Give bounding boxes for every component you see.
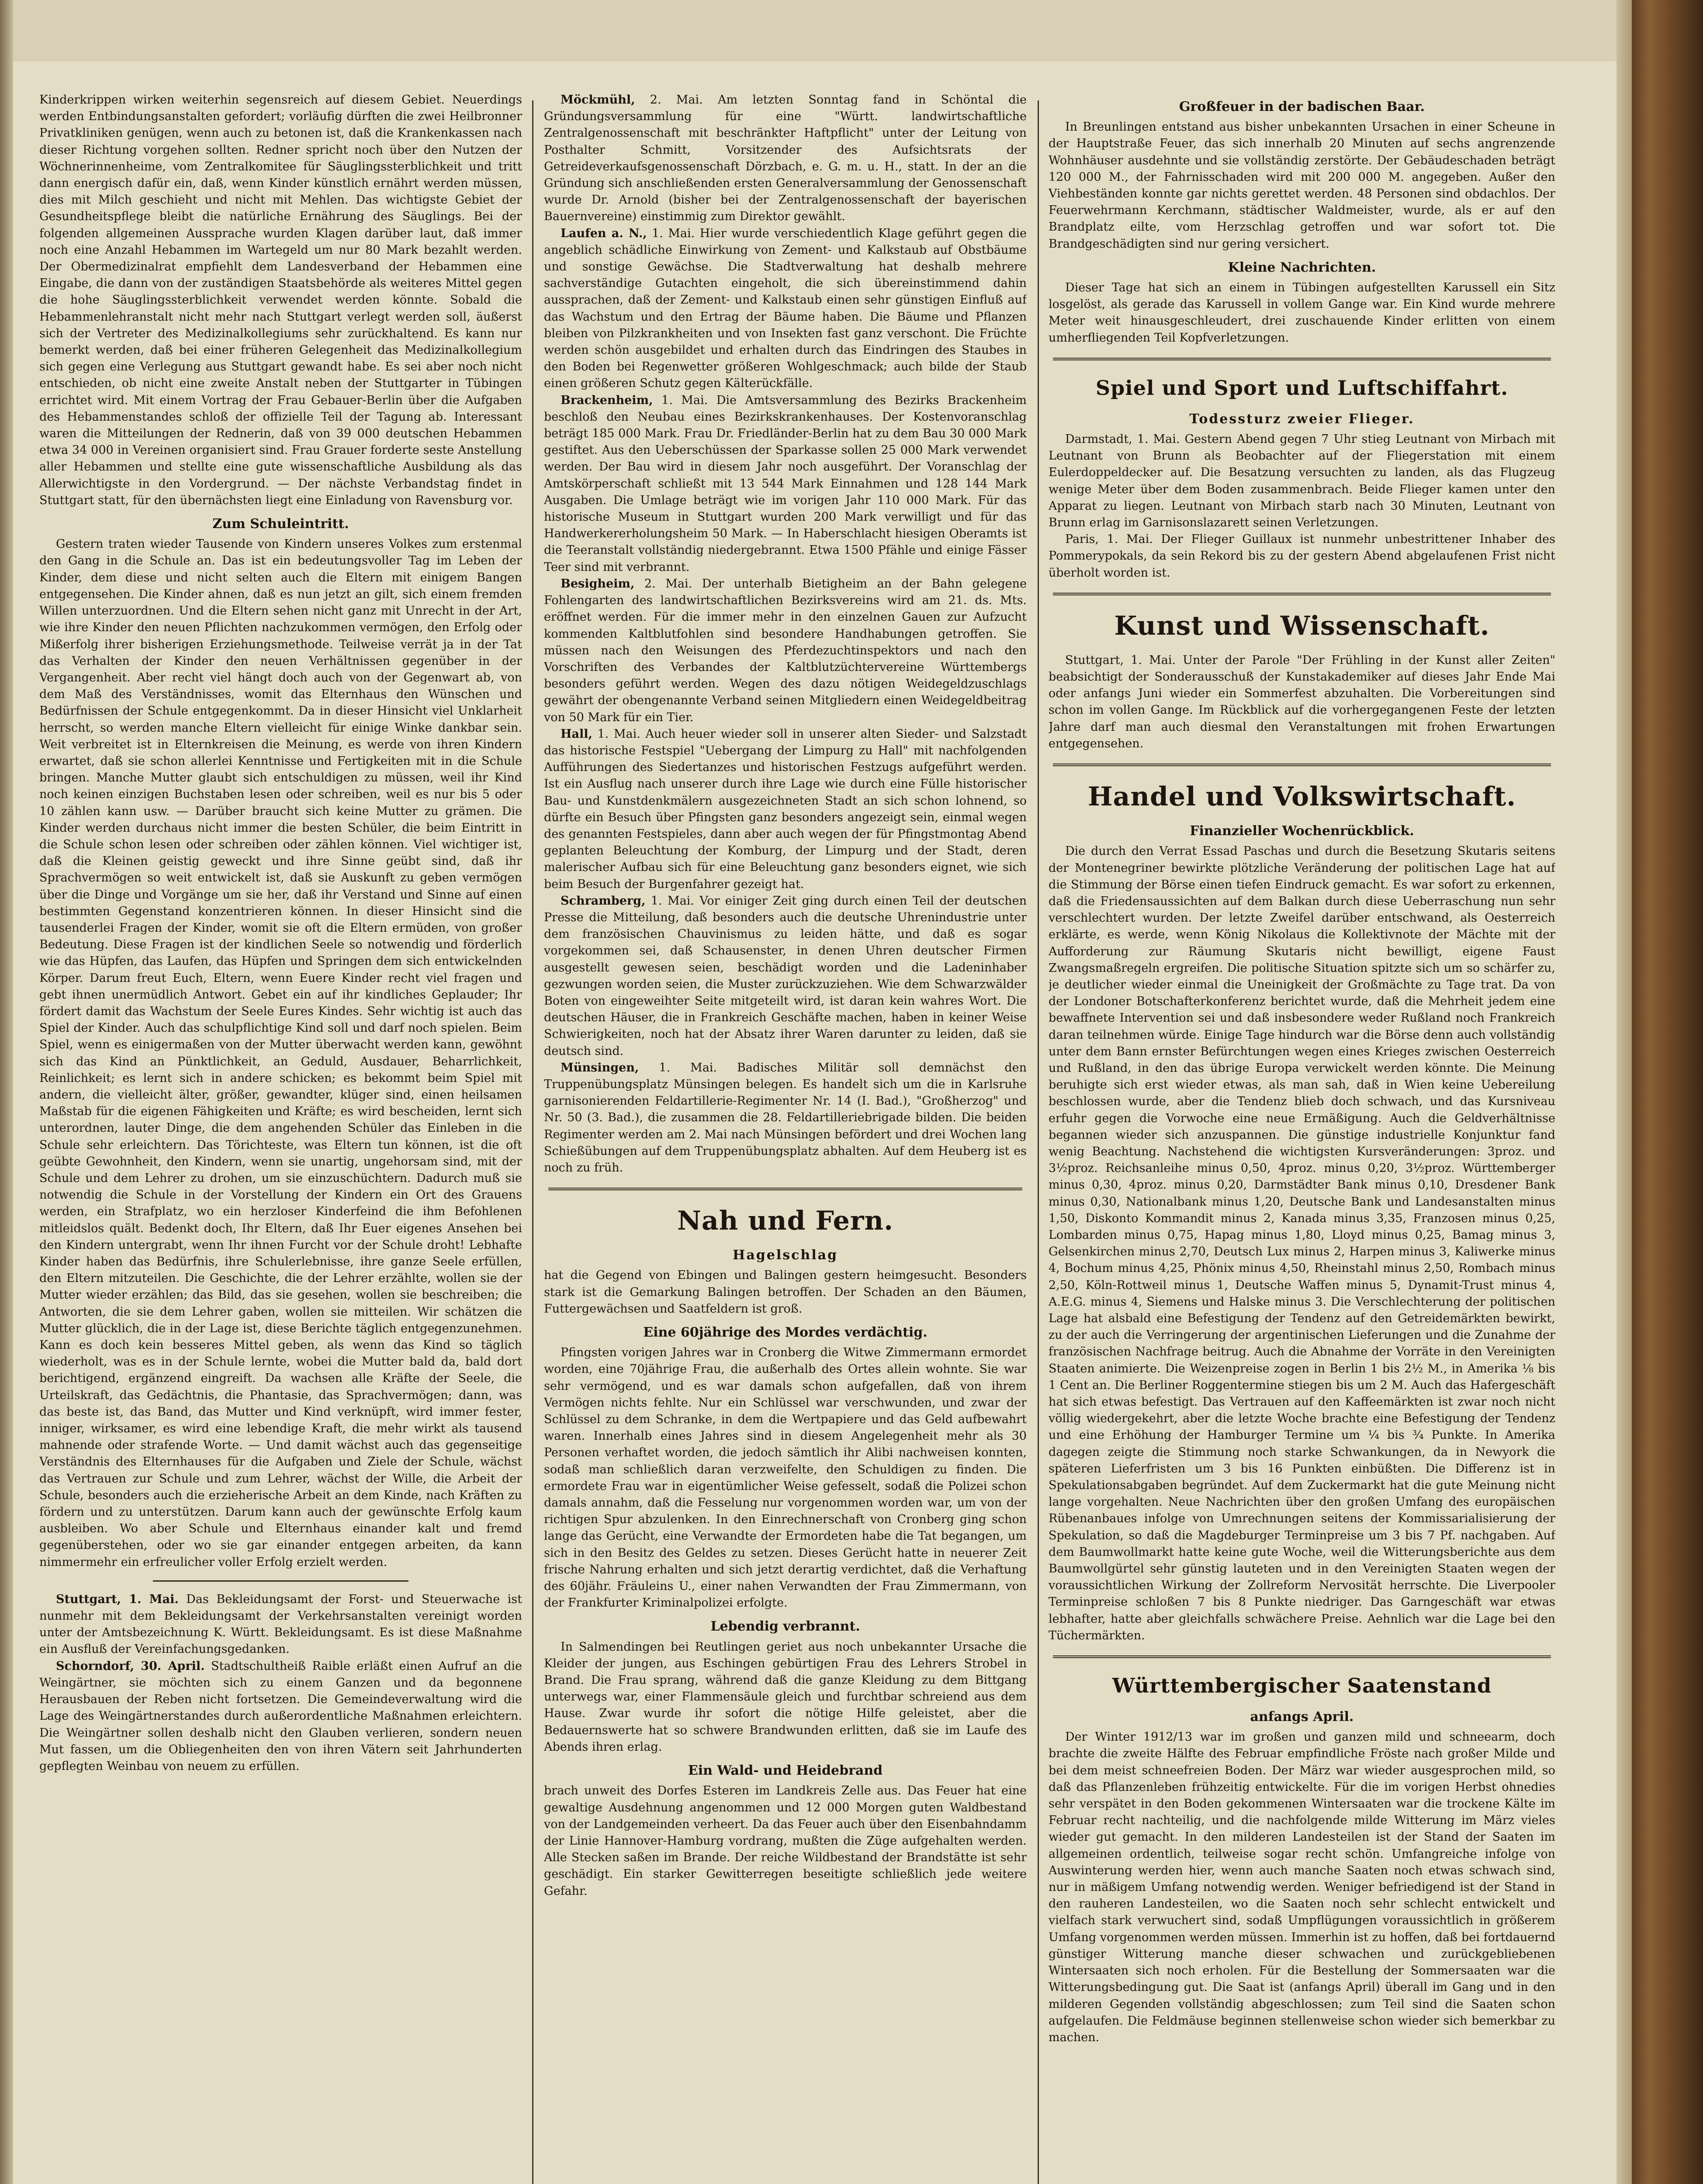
divider <box>1053 764 1551 766</box>
article-text: Gestern traten wieder Tausende von Kindern unseres Volkes zum erstenmal den Gang in die Schule an. Das ist ein bedeutungsvoller Tag im Leben der Kinder, dem diese und nicht selten auch die Eltern mit einigem Bangen entgegensehen. Die Kinder ahnen, daß es nun jetzt an gilt, sich einem fremden Willen unterzuordnen. Und die Eltern sehen nicht ganz mit Unrecht in der Art, wie ihre Kinder den neuen Pflichten nachzukommen vermögen, den Erfolg oder Mißerfolg ihrer bisherigen Erziehungsmethode. Teilweise verrät ja in der Tat das Verhalten der Kinder den neuen Verhältnissen gegenüber in der Vergangenheit. Aber recht viel hängt doch auch von der Gegenwart ab, von dem Maß des Verständnisses, womit das Elternhaus den Wünschen und Bedürfnissen der Schule entgegenkommt. Da in dieser Hinsicht viel Unklarheit herrscht, so werden manche Eltern vielleicht für einige Winke dankbar sein. Weit verbreitet ist in Elternkreisen die Meinung, es werde von ihren Kindern erwartet, daß sie schon allerlei Kenntnisse und Fertigkeiten mit in die Schule bringen. Manche Mutter glaubt sich entschuldigen zu müssen, weil ihr Kind noch keinen einzigen Buchstaben lesen oder schreiben, weil es nur bis 5 oder 10 zählen kann usw. — Darüber braucht sich keine Mutter zu grämen. Die Kinder werden durchaus nicht immer die besten Schüler, die beim Eintritt in die Schule schon lesen oder schreiben oder zählen können. Viel wichtiger ist, daß die Kleinen geistig geweckt und ihre Sinne geübt sind, daß ihr Sprachvermögen so weit entwickelt ist, daß sie Auskunft zu geben vermögen über die Dinge und Vorgänge um sie her, daß ihr Verstand und Sinne auf einen bestimmten Gegenstand konzentrieren können. In dieser Hinsicht sind die tausenderlei Fragen der Kinder, womit sie oft die Eltern ermüden, von großer Bedeutung. Diese Fragen ist der kindlichen Seele so notwendig und förderlich wie das Hüpfen, das Laufen, das Hüpfen und Springen dem sich entwickelnden Körper. Darum freut Euch, Eltern, wenn Euere Kinder recht viel fragen und gebt ihnen unermüdlich Antwort. Gebet ein auf ihr kindliches Geplauder; Ihr fördert damit das Wachstum der Seele Eures Kindes. Sehr wichtig ist auch das Spiel der Kinder. Auch das schulpflichtige Kind soll und darf noch spielen. Beim Spiel, wenn es einigermaßen von der Mutter überwacht werden kann, gewöhnt sich das Kind an Pünktlichkeit, an Geduld, Ausdauer, Beharrlichkeit, Reinlichkeit; es lernt sich in andere schicken; es bekommt beim Spiel mit andern, die vielleicht älter, größer, gewandter, klüger sind, einen heilsamen Maßstab für die eigenen Fähigkeiten und Kräfte; es wird bescheiden, lernt sich unterordnen, lauter Dinge, die dem angehenden Schüler das Einleben in die Schule sehr erleichtern. Das Törichteste, was Eltern tun können, ist die oft geübte Gewohnheit, den Kindern, wenn sie unartig, ungehorsam sind, mit der Schule und dem Lehrer zu drohen, um sie einzuschüchtern. Dadurch muß sie notwendig die Schule in der Vorstellung der Kindern ein Ort des Grauens werden, ein Strafplatz, wo ein herzloser Kinderfeind die ihm Befohlenen mitleidslos quält. Bedenkt doch, Ihr Eltern, daß Ihr Euer eigenes Ansehen bei den Kindern untergrabt, wenn Ihr ihnen Furcht vor der Schule droht! Lebhafte Kinder haben das Bedürfnis, ihre Schulerlebnisse, ihre ganze Seele erfüllen, den Eltern mitzuteilen. Die Geschichte, die der Lehrer erzählte, wollen sie der Mutter wieder erzählen; das Bild, das sie gesehen, wollen sie beschreiben; die Antworten, die sie dem Lehrer gaben, wollen sie mitteilen. Wir schätzen die Mutter glücklich, die in der Lage ist, diese Berichte täglich entgegenzunehmen. Kann es doch kein besseres Mittel geben, als wenn das Kind so täglich wiederholt, was es in der Schule lernte, wobei die Mutter bald da, bald dort berichtigend, ergänzend eingreift. Da wachsen alle Kräfte der Seele, die Urteilskraft, das Gedächtnis, die Phantasie, das Sprachvermögen; dann, was das beste ist, das Band, das Mutter und Kind verknüpft, wird immer fester, inniger, wirksamer, es wird eine lebendige Kraft, die mehr wirkt als tausend mahnende oder strafende Worte. — Und damit wächst auch das gegenseitige Verständnis des Elternhauses für die Aufgaben und Ziele der Schule, wächst das Vertrauen zur Schule und zum Lehrer, wächst der Wille, die Arbeit der Schule, besonders auch die erzieherische Arbeit an dem Kinde, nach Kräften zu fördern und zu unterstützen. Darum kann auch der gewünschte Erfolg kaum ausbleiben. Wo aber Schule und Elternhaus einander kalt und fremd gegenüberstehen, oder wo sie gar einander entgegen arbeiten, da kann nimmermehr ein erfreulicher voller Erfolg erzielt werden. <box>39 537 522 1569</box>
section-title: Württembergischer Saatenstand <box>1112 1674 1492 1698</box>
section-title: Kunst und Wissenschaft. <box>1114 610 1490 641</box>
article-text: Dieser Tage hat sich an einem in Tübingen aufgestellten Karussell ein Sitz losgelöst, als gerade das Karussell in vollem Gange war. Ein Kind wurde mehrere Meter weit hinausgeschleudert, drei zuschauende Kinder erlitten von einem umherfliegenden Teil Kopfverletzungen. <box>1049 281 1555 345</box>
article-text: Stadtschultheiß Raible erläßt einen Aufruf an die Weingärtner, sie möchten sich zu einem Ganzen und da begonnene Herausbauen der Reben nicht fortsetzen. Die Gemeindeverwaltung wird die Lage des Weingärtnerstandes durch außerordentliche Maßnahmen erleichtern. Die Weingärtner sollen deshalb nicht den Glauben verlieren, sondern neuen Mut fassen, um die Obliegenheiten den von ihren Vätern seit Jahrhunderten gepflegten Weinbau von neuem zu erfüllen. <box>39 1659 522 1773</box>
section-title: Spiel und Sport und Luftschiffahrt. <box>1095 376 1509 400</box>
article-heading: Lebendig verbrannt. <box>710 1619 860 1635</box>
dateline: Laufen a. N., <box>561 226 647 240</box>
dateline: Möckmühl, <box>561 93 635 107</box>
article-text: Die durch den Verrat Essad Paschas und durch die Besetzung Skutaris seitens der Montenegriner bewirkte plötzliche Veränderung der politischen Lage hat auf die Stimmung der Börse einen tiefen Eindruck gemacht. Es war sofort zu erkennen, daß die Friedensaussichten auf dem Balkan durch diese Ueberraschung nun sehr verschlechtert wurden. Der letzte Zweifel darüber entschwand, als Oesterreich erklärte, es werde, wenn König Nikolaus die Kollektivnote der Mächte mit der Aufforderung zur Räumung Skutaris nicht bewilligt, eigene Faust Zwangsmaßregeln ergreifen. Die politische Situation spitzte sich um so schärfer zu, je deutlicher wieder einmal die Uneinigkeit der Großmächte zu Tage trat. Da von der Londoner Botschafterkonferenz berichtet wurde, daß die Mehrheit jedem eine bewaffnete Intervention sei und daß insbesondere weder Rußland noch Frankreich daran teilnehmen würde. Einige Tage hindurch war die Börse denn auch vollständig unter dem Bann ernster Befürchtungen wegen eines Krieges zwischen Oesterreich und Rußland, in den das übrige Europa verwickelt werden könnte. Die Meinung beruhigte sich erst wieder etwas, als man sah, daß in Wien keine Uebereilung beschlossen wurde, aber die Tendenz blieb doch schwach, und das Kursniveau erfuhr gegen die Vorwoche eine neue Ermäßigung. Auch die Geldverhältnisse begannen wieder sich anzuspannen. Die günstige industrielle Konjunktur fand wenig Beachtung. Nachstehend die wichtigsten Kursveränderungen: 3proz. und 3½proz. Reichsanleihe minus 0,50, 4proz. minus 0,20, 3½proz. Württemberger minus 0,30, 4proz. minus 0,20, Darmstädter Bank minus 0,10, Dresdener Bank minus 0,30, Nationalbank minus 1,20, Deutsche Bank und Landesanstalten minus 1,50, Diskonto Kommandit minus 2, Kanada minus 3,35, Franzosen minus 0,25, Lombarden minus 0,75, Hapag minus 1,80, Lloyd minus 0,25, Bamag minus 3, Gelsenkirchen minus 2,70, Deutsch Lux minus 2, Harpen minus 3, Kaliwerke minus 4, Bochum minus 4,25, Phönix minus 4,50, Rheinstahl minus 2,50, Rombach minus 2,50, Köln-Rottweil minus 1, Deutsche Waffen minus 5, Dynamit-Trust minus 4, A.E.G. minus 4, Siemens und Halske minus 3. Die Verschlechterung der politischen Lage hat alsbald eine Befestigung der Tendenz auf den Getreidemärkten bewirkt, zu der auch die Verringerung der argentinischen Lieferungen und die Zunahme der französischen Nachfrage beitrug. Auch die Abnahme der Vorräte in den Vereinigten Staaten animierte. Die Weizenpreise zogen in Berlin 1 bis 2½ M., in Amerika ⅛ bis 1 Cent an. Die Berliner Roggentermine stiegen bis um 2 M. Auch das Hafergeschäft hat sich etwas befestigt. Das Vertrauen auf den Kaffeemärkten ist zwar noch nicht völlig wiedergekehrt, aber die letzte Woche brachte eine Befestigung der Tendenz und eine Erhöhung der Hamburger Termine um ¼ bis ¾ Punkte. In Amerika dagegen zeigte die Stimmung noch starke Schwankungen, da in Newyork die späteren Lieferfristen um 3 bis 16 Punkten einbüßten. Die Differenz ist in Spekulationsabgaben begründet. Auf dem Zuckermarkt hat die gute Meinung nicht lange vorgehalten. Neue Nachrichten über den großen Umfang des europäischen Rübenanbaues infolge von Umrechnungen seitens der Kommissarialisierung der Spekulation, so daß die Magdeburger Terminpreise um 3 bis 7 Pf. nachgaben. Auf dem Baumwollmarkt hatte keine gute Woche, weil die Witterungsberichte aus dem Baumwollgürtel sehr günstig lauteten und in den Vereinigten Staaten wegen der voraussichtlichen Wirkung der Zollreform Nervosität herrschte. Die Liverpooler Terminpreise schloßen 7 bis 8 Punkte niedriger. Das Garngeschäft war etwas lebhafter, hatte aber gleichfalls schwächere Preise. Aehnlich war die Lage bei den Tüchermärkten. <box>1049 844 1555 1642</box>
dateline: Hall, <box>561 727 592 741</box>
dateline: Stuttgart, 1. Mai. <box>56 1592 179 1606</box>
article-heading: Hagelschlag <box>732 1248 838 1263</box>
article-text: 1. Mai. Vor einiger Zeit ging durch einen Teil der deutschen Presse die Mitteilung, daß besonders auch die deutsche Uhrenindustrie unter dem französischen Chauvinismus zu leiden hätte, und daß es sogar vorgekommen sei, daß Schausenster, in denen Uhren deutscher Firmen ausgestellt gewesen seien, beschädigt worden und die Ladeninhaber gezwungen worden seien, die Muster zurückzuziehen. Wie dem Schwarzwälder Boten von eingeweihter Seite mitgeteilt wird, ist daran kein wahres Wort. Die deutschen Häuser, die in Frankreich Geschäfte machen, haben in keiner Weise Schwierigkeiten, noch hat der Absatz ihrer Waren darunter zu leiden, daß sie deutsch sind. <box>544 894 1027 1058</box>
column-1 <box>39 92 522 1775</box>
column-rule <box>532 100 533 2184</box>
article-text: 1. Mai. Hier wurde verschiedentlich Klage geführt gegen die angeblich schädliche Einwirkung von Zement- und Kalkstaub auf Obstbäume und sonstige Gewächse. Die Stadtverwaltung hat deshalb mehrere sachverständige Gutachten eingeholt, die sich übereinstimmend dahin aussprachen, daß der Zement- und Kalkstaub einen sehr günstigen Einfluß auf das Wachstum und den Ertrag der Bäume haben. Die Bäume und Pflanzen bleiben von Pilzkrankheiten und von Insekten fast ganz verschont. Die Früchte werden schön ausgebildet und erhalten durch das Eindringen des Staubes in den Boden bei Regenwetter größeren Wohlgeschmack; auch bilde der Staub einen größeren Schutz gegen Kälterückfälle. <box>544 226 1027 390</box>
article-heading: Finanzieller Wochenrückblick. <box>1190 823 1414 839</box>
book-spine <box>1632 0 1703 2184</box>
divider <box>1053 593 1551 595</box>
newspaper-page <box>13 61 1616 2184</box>
article-subheading: anfangs April. <box>1250 1709 1354 1725</box>
article-text: In Salmendingen bei Reutlingen geriet aus noch unbekannter Ursache die Kleider der jungen, aus Eschingen gebürtigen Frau des Lehrers Strobel in Brand. Die Frau sprang, während daß die ganze Kleidung zu dem Bittgang unterwegs war, einer Flammensäule gleich und furchtbar schreiend aus dem Hause. Zwar wurde ihr sofort die nötige Hilfe geleistet, aber die Bedauernswerte hat so schwere Brandwunden erlitten, daß sie im Laufe des Abends ihren erlag. <box>544 1640 1027 1754</box>
left-page-edge <box>0 0 13 2184</box>
section-title: Nah und Fern. <box>677 1206 893 1237</box>
divider <box>1053 1655 1551 1658</box>
article-text: 2. Mai. Der unterhalb Bietigheim an der Bahn gelegene Fohlengarten des landwirtschaftlichen Bezirksvereins wird am 21. ds. Mts. eröffnet werden. Für die immer mehr in den einzelnen Gauen zur Aufzucht kommenden Kaltblutfohlen sind besondere Handhabungen getroffen. Sie müssen nach den Weisungen des Pferdezuchtinspektors und nach den Vorschriften des Verbandes der Kaltblutzüchtervereine Württembergs besonders geführt werden. Wegen des dazu nötigen Weidegeldzuschlags gewährt der obengenannte Verband seinen Mitgliedern einen Weidegeldbeitrag von 50 Mark für ein Tier. <box>544 577 1027 724</box>
article-text: 1. Mai. Auch heuer wieder soll in unserer alten Sieder- und Salzstadt das historische Festspiel "Uebergang der Limpurg zu Hall" mit nachfolgenden Aufführungen des Siedertanzes und historischen Festzugs aufgeführt werden. Ist ein Ausflug nach unserer durch ihre Lage wie durch eine Fülle historischer Bau- und Kunstdenkmälern ausgezeichneten Stadt an sich schon lohnend, so dürfte ein Besuch über Pfingsten ganz besonders angezeigt sein, einmal wegen des genannten Festspieles, dann aber auch wegen der für Pfingstmontag Abend geplanten Beleuchtung der Komburg, der Limpurg und der Stadt, deren malerischer Aufbau sich für eine Beleuchtung ganz besonders eignet, wie sich beim Besuch der Burgenfahrer gezeigt hat. <box>544 727 1027 891</box>
section-title: Handel und Volkswirtschaft. <box>1087 781 1516 812</box>
column-3 <box>1049 92 1555 2046</box>
article-heading: Kleine Nachrichten. <box>1228 259 1376 275</box>
divider <box>153 1580 408 1582</box>
article-heading: Todessturz zweier Flieger. <box>1189 411 1415 427</box>
divider <box>548 1188 1022 1190</box>
article-text: Der Winter 1912/13 war im großen und ganzen mild und schneearm, doch brachte die zweite Hälfte des Februar empfindliche Fröste nach großer Milde und bei dem meist schneefreien Boden. Der März war wieder ausgesprochen mild, so daß das Pflanzenleben frühzeitig entwickelte. Für die im vorigen Herbst ohnedies sehr verspätet in den Boden gekommenen Wintersaaten war die trockene Kälte im Februar recht nachteilig, und die nachfolgende milde Witterung im März vieles wieder gut gemacht. In den milderen Landesteilen ist der Stand der Saaten im allgemeinen ordentlich, teilweise sogar recht schön. Umfangreiche infolge von Auswinterung werden hier, wenn auch manche Saaten noch etwas schwach sind, nur in mäßigem Umfang notwendig werden. Weniger befriedigend ist der Stand in den rauheren Landesteilen, wo die Saaten noch sehr schlecht entwickelt und vielfach stark verwuchert sind, sodaß Umpflügungen voraussichtlich in größerem Umfang vorgenommen werden müssen. Immerhin ist zu hoffen, daß bei fortdauernd günstiger Witterung manche dieser schwachen und zurückgebliebenen Wintersaaten sich noch erholen. Für die Bestellung der Sommersaaten war die Witterungsbedingung gut. Die Saat ist (anfangs April) überall im Gang und in den milderen Gegenden vollständig abgeschlossen; zum Teil sind die Saaten schon aufgelaufen. Die Feldmäuse beginnen stellenweise schon wieder sich bemerkbar zu machen. <box>1049 1730 1555 2044</box>
section-heading: Zum Schuleintritt. <box>212 516 349 532</box>
article-text: Stuttgart, 1. Mai. Unter der Parole "Der Frühling in der Kunst aller Zeiten" beabsichtigt der Sonderausschuß der Kunstakademiker auf dieses Jahr Ende Mai oder anfangs Juni wieder ein Sommerfest abzuhalten. Die Vorbereitungen sind schon im vollen Gange. Im Rückblick auf die vorhergegangenen Feste der letzten Jahre darf man auch diesmal den Veranstaltungen mit frohen Erwartungen entgegensehen. <box>1049 653 1555 750</box>
dateline: Brackenheim, <box>561 393 653 407</box>
article-text: 1. Mai. Die Amtsversammlung des Bezirks Brackenheim beschloß den Neubau eines Bezirkskrankenhauses. Der Kostenvoranschlag beträgt 185 000 Mark. Frau Dr. Friedländer-Berlin hat zu dem Bau 30 000 Mark gestiftet. Aus den Ueberschüssen der Sparkasse sollen 25 000 Mark verwendet werden. Der Bau wird in diesem Jahr noch ausgeführt. Der Voranschlag der Amtskörperschaft schließt mit 13 544 Mark Einnahmen und 128 144 Mark Ausgaben. Die Umlage beträgt wie im vorigen Jahr 110 000 Mark. Für das historische Museum in Stuttgart wurden 200 Mark verwilligt und für das Handwerkererholungsheim 50 Mark. — In Haberschlacht hiesigen Oberamts ist die Teeranstalt vollständig niedergebrannt. Etwa 1500 Pfähle und einige Fässer Teer sind mit verbrannt. <box>544 393 1027 574</box>
divider <box>1053 358 1551 360</box>
article-text: 2. Mai. Am letzten Sonntag fand in Schöntal die Gründungsversammlung für eine "Württ. landwirtschaftliche Zentralgenossenschaft mit beschränkter Haftpflicht" unter der Leitung von Posthalter Schmitt, Vorsitzender des Aufsichtsrats der Getreideverkaufsgenossenschaft Dörzbach, e. G. m. u. H., statt. In der an die Gründung sich anschließenden ersten Generalversammlung der Genossenschaft wurde Dr. Arnold (bisher bei der Zentralgenossenschaft der bayerischen Bauernvereine) einstimmig zum Direktor gewählt. <box>544 93 1027 224</box>
article-text: Das Bekleidungsamt der Forst- und Steuerwache ist nunmehr mit dem Bekleidungsamt der Verkehrsanstalten vereinigt worden unter der Amtsbezeichnung K. Württ. Bekleidungsamt. Es ist diese Maßnahme ein Ausfluß der Vereinfachungsgedanken. <box>39 1592 522 1656</box>
article-heading: Großfeuer in der badischen Baar. <box>1179 99 1425 114</box>
dateline: Schorndorf, 30. April. <box>56 1659 205 1673</box>
article-text: Kinderkrippen wirken weiterhin segensreich auf diesem Gebiet. Neuerdings werden Entbindungsanstalten gefordert; vorläufig dürften die zwei Heilbronner Privatkliniken genügen, wenn auch zu betonen ist, daß die Krankenkassen nach dieser Richtung vorgehen sollten. Redner spricht noch über den Nutzen der Wöchnerinnenheime, vom Zentralkomitee für Säuglingssterblichkeit und tritt dann energisch dafür ein, daß, wenn Kinder künstlich ernährt werden müssen, dies mit Milch geschieht und nicht mit Mehlen. Das wichtigste Gebiet der Gesundheitspflege bleibt die natürliche Ernährung des Säuglings. Bei der folgenden allgemeinen Aussprache wurden Klagen darüber laut, daß immer noch eine Anzahl Hebammen im Wartegeld um nur 80 Mark bezahlt werden. Der Obermedizinalrat empfiehlt dem Landesverband der Hebammen eine Eingabe, die dann von der zuständigen Staatsbehörde als weiteres Mittel gegen die hohe Säuglingssterblichkeit verwendet werden könnte. Sobald die Hebammenlehranstalt nicht mehr nach Stuttgart verlegt werden soll, äußerst sich der Vertreter des Medizinalkollegiums sehr zurückhaltend. Es kann nur bemerkt werden, daß bei einer früheren Gelegenheit das Medizinalkollegium sich gegen eine Verlegung aus Stuttgart gewandt habe. Es sei aber noch nicht entschieden, ob nicht eine zweite Anstalt neben der Stuttgarter in Tübingen errichtet wird. Mit einem Vortrag der Frau Gebauer-Berlin über die Aufgaben des Hebammenstandes schloß der offizielle Teil der Tagung ab. Interessant waren die Mitteilungen der Rednerin, daß von 39 000 deutschen Hebammen etwa 34 000 in Vereinen organisiert sind. Frau Grauer forderte seste Anstellung aller Hebammen und stellte eine gute wissenschaftliche Ausbildung als das Allerwichtigste in den Vordergrund. — Der nächste Verbandstag findet in Stuttgart statt, für den übernächsten liegt eine Einladung von Ravensburg vor. <box>39 93 522 507</box>
article-text: brach unweit des Dorfes Esteren im Landkreis Zelle aus. Das Feuer hat eine gewaltige Ausdehnung angenommen und 12 000 Morgen guten Waldbestand von der Landgemeinden verheert. Da das Feuer auch über den Eisenbahndamm der Linie Hannover-Hamburg vordrang, mußten die Züge aufgehalten werden. Alle Stecken saßen im Brande. Der reiche Wildbestand der Brandstätte ist sehr geschädigt. Ein starker Gewitterregen beseitigte schließlich jede weitere Gefahr. <box>544 1784 1027 1898</box>
page-fold-shadow <box>1616 0 1633 2184</box>
article-heading: Ein Wald- und Heidebrand <box>688 1763 883 1779</box>
article-heading: Eine 60jährige des Mordes verdächtig. <box>643 1325 928 1341</box>
dateline: Münsingen, <box>561 1061 639 1075</box>
article-text: In Breunlingen entstand aus bisher unbekannten Ursachen in einer Scheune in der Hauptstraße Feuer, das sich innerhalb 20 Minuten auf sechs angrenzende Wohnhäuser ausdehnte und sie vollständig zerstörte. Der Gebäudeschaden beträgt 120 000 M., der Fahrnisschaden wird mit 200 000 M. angegeben. Außer den Viehbeständen konnte gar nichts gerettet werden. 48 Personen sind obdachlos. Der Feuerwehrmann Kerchmann, städtischer Waldmeister, wurde, als er auf den Brandplatz eilte, vom Herzschlag getroffen und war sofort tot. Die Brandgeschädigten sind nur gering versichert. <box>1049 120 1555 251</box>
article-text: Darmstadt, 1. Mai. Gestern Abend gegen 7 Uhr stieg Leutnant von Mirbach mit Leutnant von Brunn als Beobachter auf der Fliegerstation mit einem Eulerdoppeldecker auf. Die Besatzung versuchten zu landen, als das Flugzeug wenige Meter über dem Boden zusammenbrach. Beide Flieger kamen unter den Apparat zu liegen. Leutnant von Mirbach starb nach 30 Minuten, Leutnant von Brunn erlag im Garnisonslazarett seinen Verletzungen. <box>1049 432 1555 530</box>
dateline: Schramberg, <box>561 894 646 908</box>
column-2 <box>544 92 1027 1900</box>
article-text: Paris, 1. Mai. Der Flieger Guillaux ist nunmehr unbestrittener Inhaber des Pommerypokals, da sein Rekord bis zu der gestern Abend abgelaufenen Frist nicht überholt worden ist. <box>1049 532 1555 580</box>
article-text: 1. Mai. Badisches Militär soll demnächst den Truppenübungsplatz Münsingen belegen. Es handelt sich um die in Karlsruhe garnisonierenden Feldartillerie-Regimenter Nr. 14 (I. Bad.), "Großherzog" und Nr. 50 (3. Bad.), die zusammen die 28. Feldartilleriebrigade bilden. Die beiden Regimenter werden am 2. Mai nach Münsingen befördert und drei Wochen lang Schießübungen auf dem Truppenübungsplatz abhalten. Auf dem Heuberg ist es noch zu früh. <box>544 1061 1027 1175</box>
column-rule <box>1038 100 1039 2184</box>
dateline: Besigheim, <box>561 577 635 591</box>
article-text: Pfingsten vorigen Jahres war in Cronberg die Witwe Zimmermann ermordet worden, eine 70jährige Frau, die außerhalb des Ortes allein wohnte. Sie war sehr vermögend, und es war damals schon aufgefallen, daß von ihrem Vermögen nichts fehlte. Nur ein Schlüssel war verschwunden, und zwar der Schlüssel zu dem Schranke, in dem die Wertpapiere und das Geld aufbewahrt waren. Innerhalb eines Jahres sind in diesem Angelegenheit mehr als 30 Personen verhaftet worden, die jedoch sämtlich ihr Alibi nachweisen konnten, sodaß man schließlich daran verzweifelte, den Schuldigen zu finden. Die ermordete Frau war in eigentümlicher Weise gefesselt, sodaß die Polizei schon damals annahm, daß die Fesselung nur vorgenommen worden war, um von der richtigen Spur abzulenken. In den Einrechnerschaft von Cronberg ging schon lange das Gerücht, eine Verwandte der Ermordeten habe die Tat begangen, um sich in den Besitz des Geldes zu setzen. Dieses Gerücht hatte in neuerer Zeit frische Nahrung erhalten und sich jetzt derartig verdichtet, daß die Verhaftung des 60jähr. Fräuleins U., einer nahen Verwandten der Frau Zimmermann, von der Frankfurter Kriminalpolizei erfolgte. <box>544 1346 1027 1610</box>
article-text: hat die Gegend von Ebingen und Balingen gestern heimgesucht. Besonders stark ist die Gemarkung Balingen betroffen. Der Schaden an den Bäumen, Futtergewächsen und Saatfeldern ist groß. <box>544 1268 1027 1316</box>
